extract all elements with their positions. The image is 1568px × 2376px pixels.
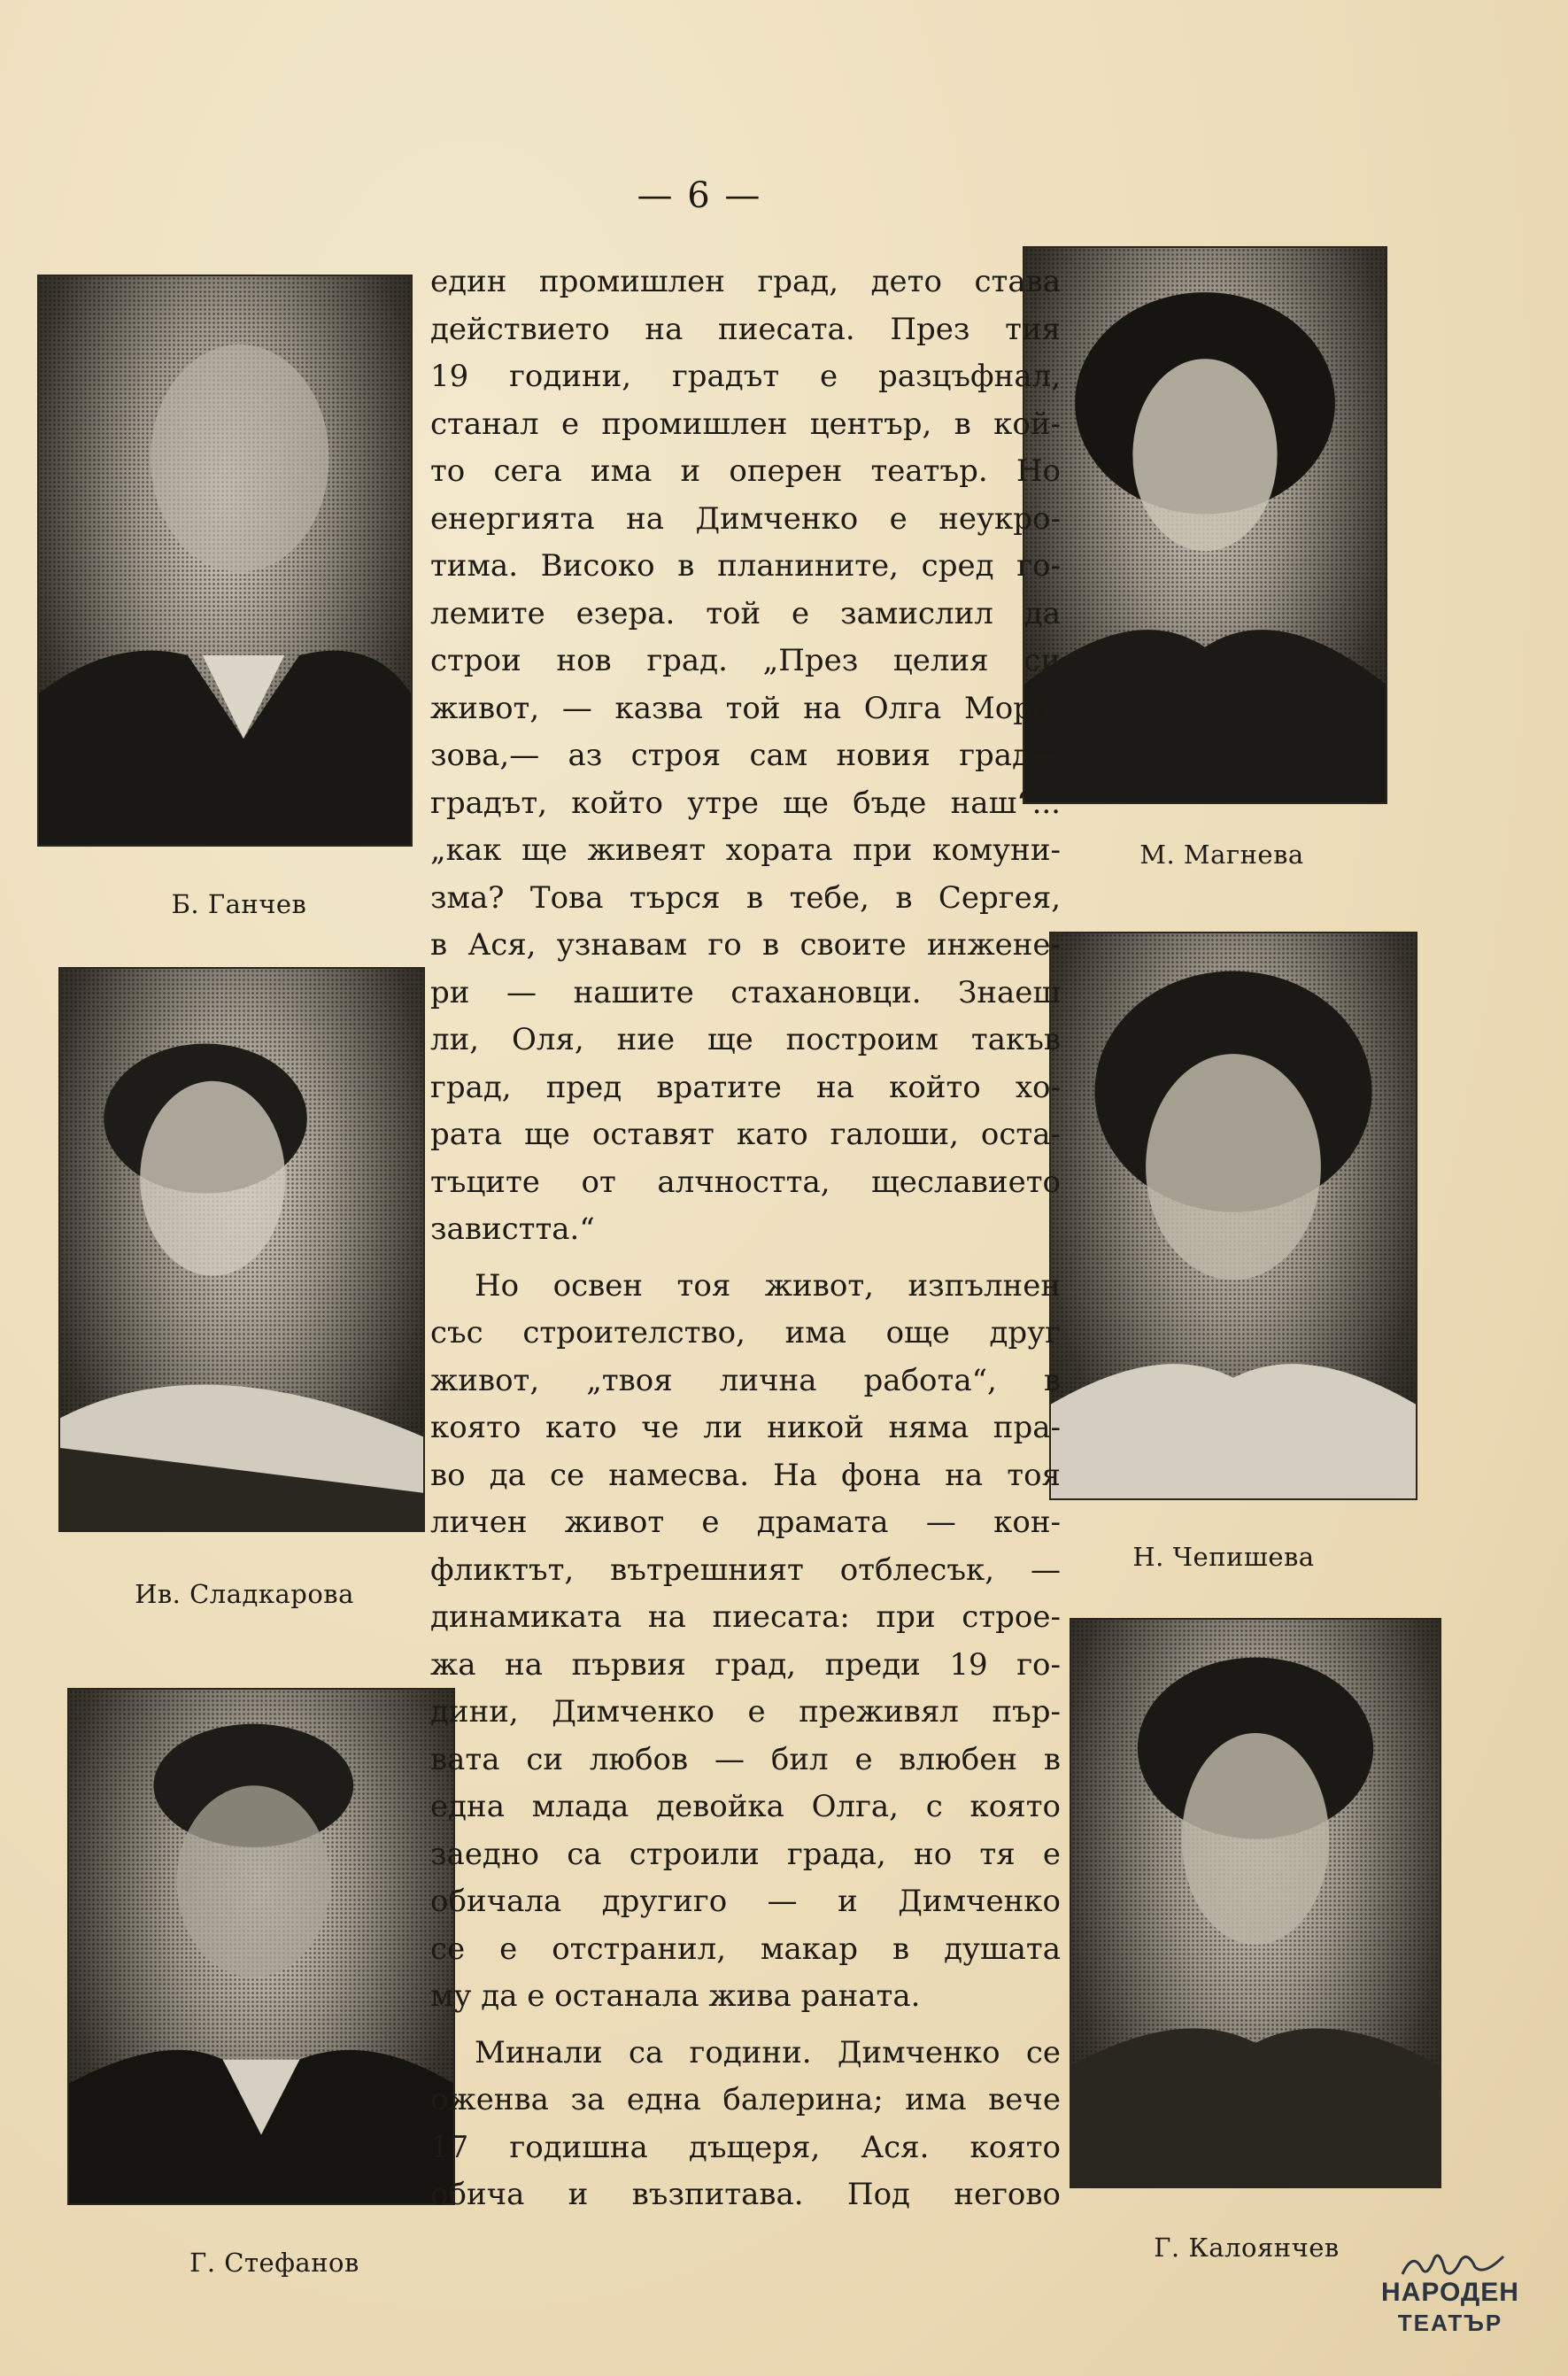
caption-stefanov: Г. Стефанов	[189, 2248, 359, 2278]
national-theatre-logo	[1378, 2248, 1523, 2345]
logo-text-line1: НАРОДЕН	[1381, 2278, 1519, 2307]
text-line: то сега има и оперен театър. Но	[430, 453, 1061, 489]
text-line: 19 години, градът е разцъфнал,	[430, 359, 1061, 394]
text-line: „как ще живеят хората при комуни-	[430, 832, 1061, 868]
portrait-photo-chepisheva	[1049, 932, 1417, 1500]
text-line: тъците от алчността, щеславието	[430, 1164, 1061, 1200]
text-line: действието на пиесата. През тия	[430, 311, 1061, 347]
text-line: която като че ли никой няма пра-	[430, 1410, 1061, 1445]
text-line: в Ася, узнавам го в своите инжене-	[430, 927, 1061, 963]
text-line: лемите езера. той е замислил да	[430, 595, 1061, 631]
text-line: Минали са години. Димченко се	[475, 2034, 1061, 2070]
text-line: жа на първия град, преди 19 го-	[430, 1646, 1061, 1683]
text-line: во да се намесва. На фона на тоя	[430, 1457, 1061, 1493]
text-line: завистта.“	[430, 1211, 595, 1247]
page-number: — 6 —	[637, 175, 762, 216]
text-line: ри — нашите стахановци. Знаеш	[430, 974, 1061, 1010]
text-line: ли, Оля, ние ще построим такъв	[430, 1022, 1061, 1057]
text-line: 17 годишна дъщеря, Ася. която	[430, 2129, 1061, 2165]
text-line: тима. Високо в планините, сред го-	[430, 548, 1061, 584]
text-line: един промишлен град, дето става	[430, 264, 1061, 299]
text-line: дини, Димченко е преживял пър-	[430, 1694, 1061, 1730]
caption-chepisheva: Н. Чепишева	[1132, 1542, 1315, 1572]
text-line: Но освен тоя живот, изпълнен	[475, 1267, 1061, 1304]
text-line: със строителство, има още друг	[430, 1315, 1061, 1351]
text-line: зова,— аз строя сам новия град—	[430, 738, 1061, 773]
text-line: заедно са строили града, но тя е	[430, 1836, 1061, 1872]
text-line: зма? Това търся в тебе, в Сергея,	[430, 879, 1061, 916]
text-line: се е отстранил, макар в душата	[430, 1931, 1061, 1967]
text-line: енергията на Димченко е неукро-	[430, 500, 1061, 537]
text-line: динамиката на пиесата: при строе-	[430, 1599, 1061, 1635]
text-line: му да е останала жива раната.	[430, 1978, 921, 2014]
paragraph-2	[430, 1263, 1061, 2021]
portrait-photo-sladkarova	[58, 967, 425, 1532]
text-line: град, пред вратите на който хо-	[430, 1069, 1061, 1105]
text-line: живот, — казва той на Олга Моро-	[430, 690, 1061, 726]
portrait-photo-magneva	[1023, 246, 1387, 804]
text-line: станал е промишлен център, в кой-	[430, 406, 1061, 442]
logo-text-line2: ТЕАТЪР	[1397, 2310, 1503, 2336]
text-line: фликтът, вътрешният отблесък, —	[430, 1552, 1061, 1588]
text-line: вата си любов — бил е влюбен в	[430, 1741, 1061, 1777]
text-line: една млада девойка Олга, с която	[430, 1789, 1061, 1824]
text-line: строи нов град. „През целия си	[430, 643, 1061, 678]
article-text	[430, 259, 1061, 2219]
portrait-photo-ganchev	[37, 275, 413, 847]
text-line: оженва за една балерина; има вече	[430, 2082, 1061, 2117]
text-line: личен живот е драмата — кон-	[430, 1505, 1061, 1540]
caption-magneva: М. Магнева	[1139, 840, 1304, 870]
caption-sladkarova: Ив. Сладкарова	[135, 1579, 354, 1609]
text-line: рата ще оставят като галоши, оста-	[430, 1117, 1061, 1152]
text-line: живот, „твоя лична работа“, в	[430, 1362, 1061, 1398]
text-line: обичала другиго — и Димченко	[430, 1884, 1061, 1919]
paragraph-1	[430, 259, 1061, 1254]
portrait-photo-kaloyanchev	[1070, 1618, 1441, 2188]
caption-kaloyanchev: Г. Калоянчев	[1154, 2233, 1340, 2263]
portrait-photo-stefanov	[67, 1688, 455, 2205]
paragraph-3	[430, 2030, 1061, 2219]
text-line: обича и възпитава. Под негово	[430, 2177, 1061, 2212]
text-line: градът, който утре ще бъде наш“...	[430, 785, 1061, 821]
caption-ganchev: Б. Ганчев	[171, 889, 307, 919]
